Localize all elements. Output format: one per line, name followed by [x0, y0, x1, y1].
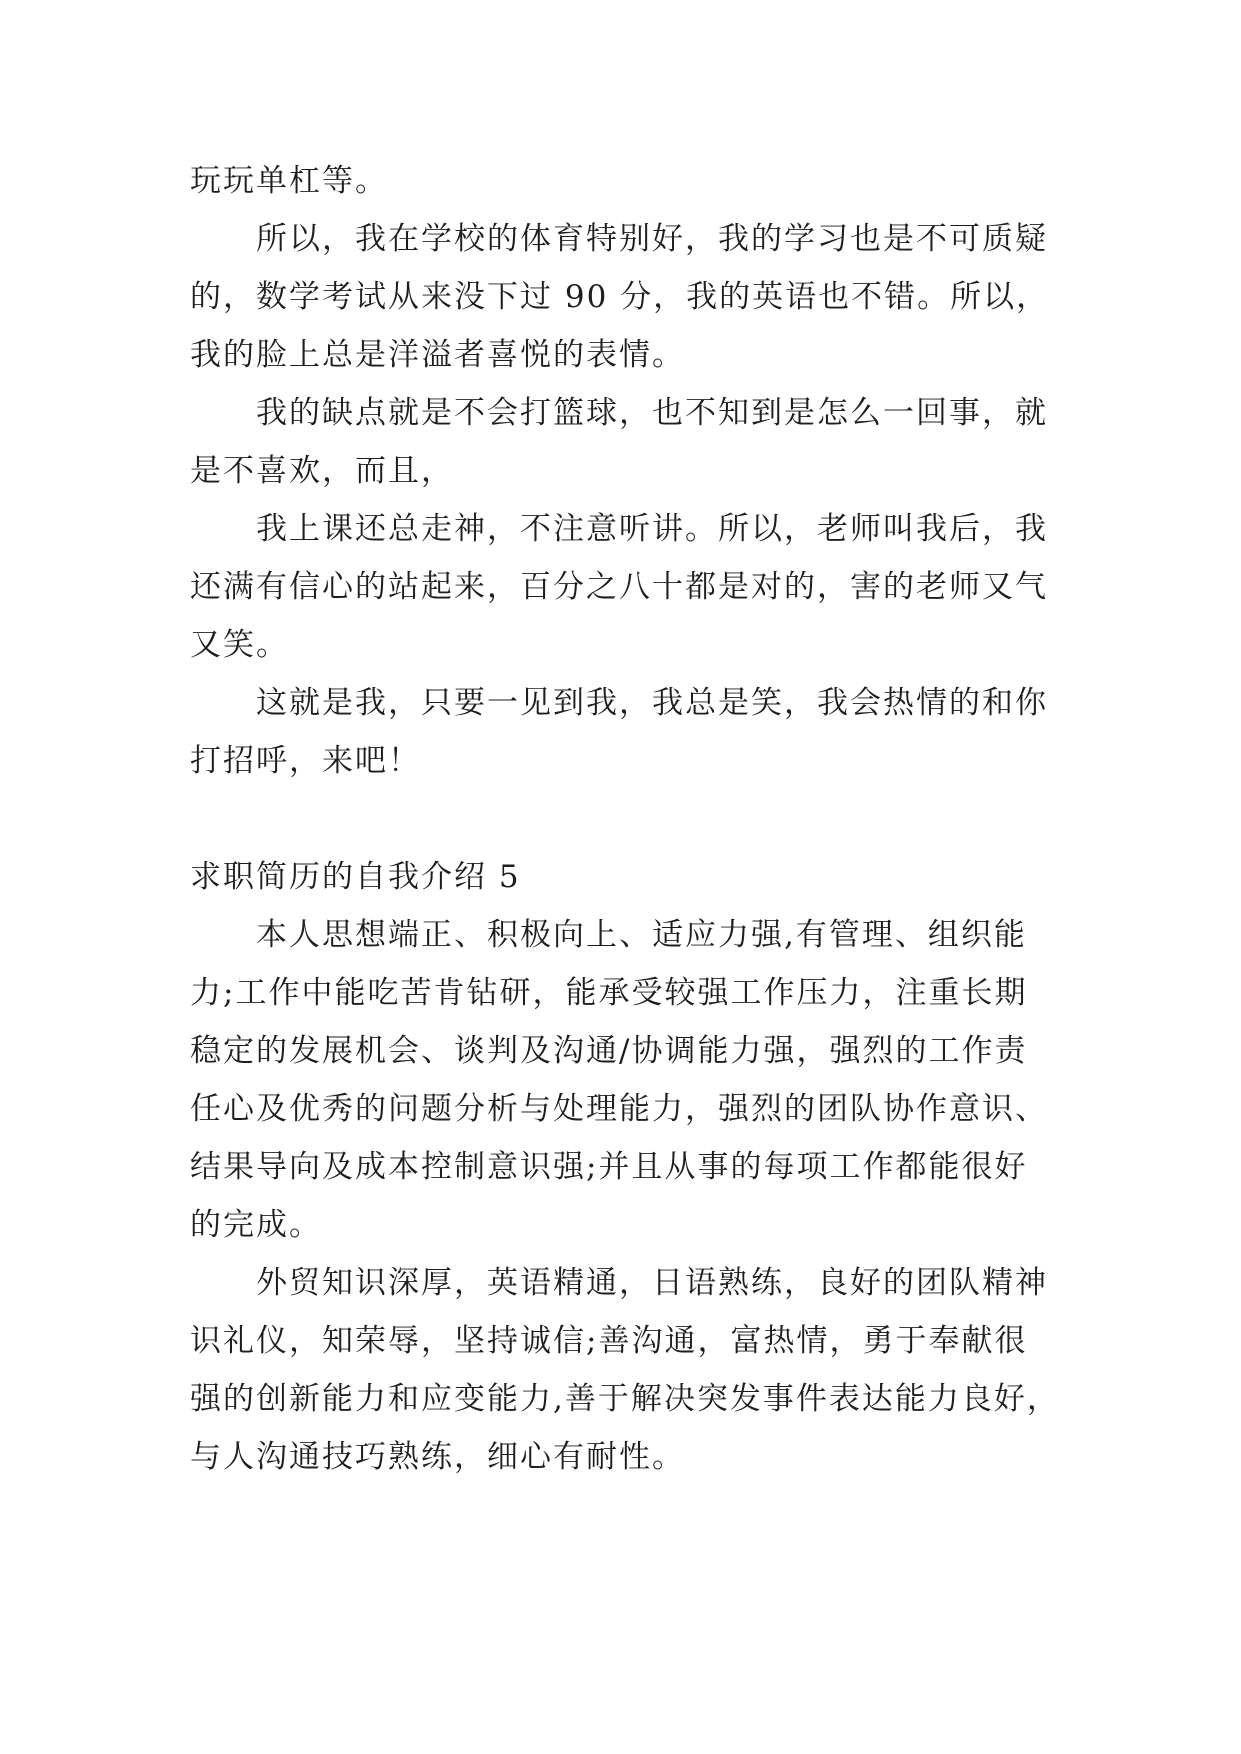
section-spacer [190, 790, 1070, 848]
document-body [190, 152, 1070, 1486]
paragraph-line: 本人思想端正、积极向上、适应力强,有管理、组织能 [256, 917, 1027, 953]
paragraph-line: 所以，我在学校的体育特别好，我的学习也是不可质疑 [256, 221, 1048, 257]
paragraph-line: 我的脸上总是洋溢者喜悦的表情。 [190, 337, 685, 373]
paragraph-line: 强的创新能力和应变能力,善于解决突发事件表达能力良好， [190, 1381, 1060, 1417]
paragraph-line: 又笑。 [190, 627, 289, 663]
paragraph-line: 还满有信心的站起来，百分之八十都是对的，害的老师又气 [190, 569, 1048, 605]
paragraph-line: 任心及优秀的问题分析与处理能力，强烈的团队协作意识、 [190, 1091, 1048, 1127]
paragraph-line: 外贸知识深厚，英语精通，日语熟练，良好的团队精神 [256, 1265, 1048, 1301]
paragraph-line: 我上课还总走神，不注意听讲。所以，老师叫我后，我 [256, 511, 1048, 547]
paragraph-line: 的完成。 [190, 1207, 322, 1243]
paragraph-line: 是不喜欢，而且， [190, 453, 454, 489]
paragraph-line: 与人沟通技巧熟练，细心有耐性。 [190, 1439, 685, 1475]
paragraph-line: 识礼仪，知荣辱，坚持诚信;善沟通，富热情，勇于奉献很 [190, 1323, 1028, 1359]
paragraph-line: 我的缺点就是不会打篮球，也不知到是怎么一回事，就 [256, 395, 1048, 431]
paragraph-line: 稳定的发展机会、谈判及沟通/协调能力强，强烈的工作责 [190, 1033, 1028, 1069]
section-title: 求职简历的自我介绍 5 [190, 859, 521, 895]
paragraph-line: 结果导向及成本控制意识强;并且从事的每项工作都能很好 [190, 1149, 1028, 1185]
paragraph-line: 这就是我，只要一见到我，我总是笑，我会热情的和你 [256, 685, 1048, 721]
paragraph-line: 打招呼，来吧！ [190, 743, 421, 779]
paragraph-line: 玩玩单杠等。 [190, 163, 388, 199]
paragraph-line: 力;工作中能吃苦肯钻研，能承受较强工作压力，注重长期 [190, 975, 1028, 1011]
paragraph-line: 的，数学考试从来没下过 90 分，我的英语也不错。所以， [190, 279, 1050, 315]
